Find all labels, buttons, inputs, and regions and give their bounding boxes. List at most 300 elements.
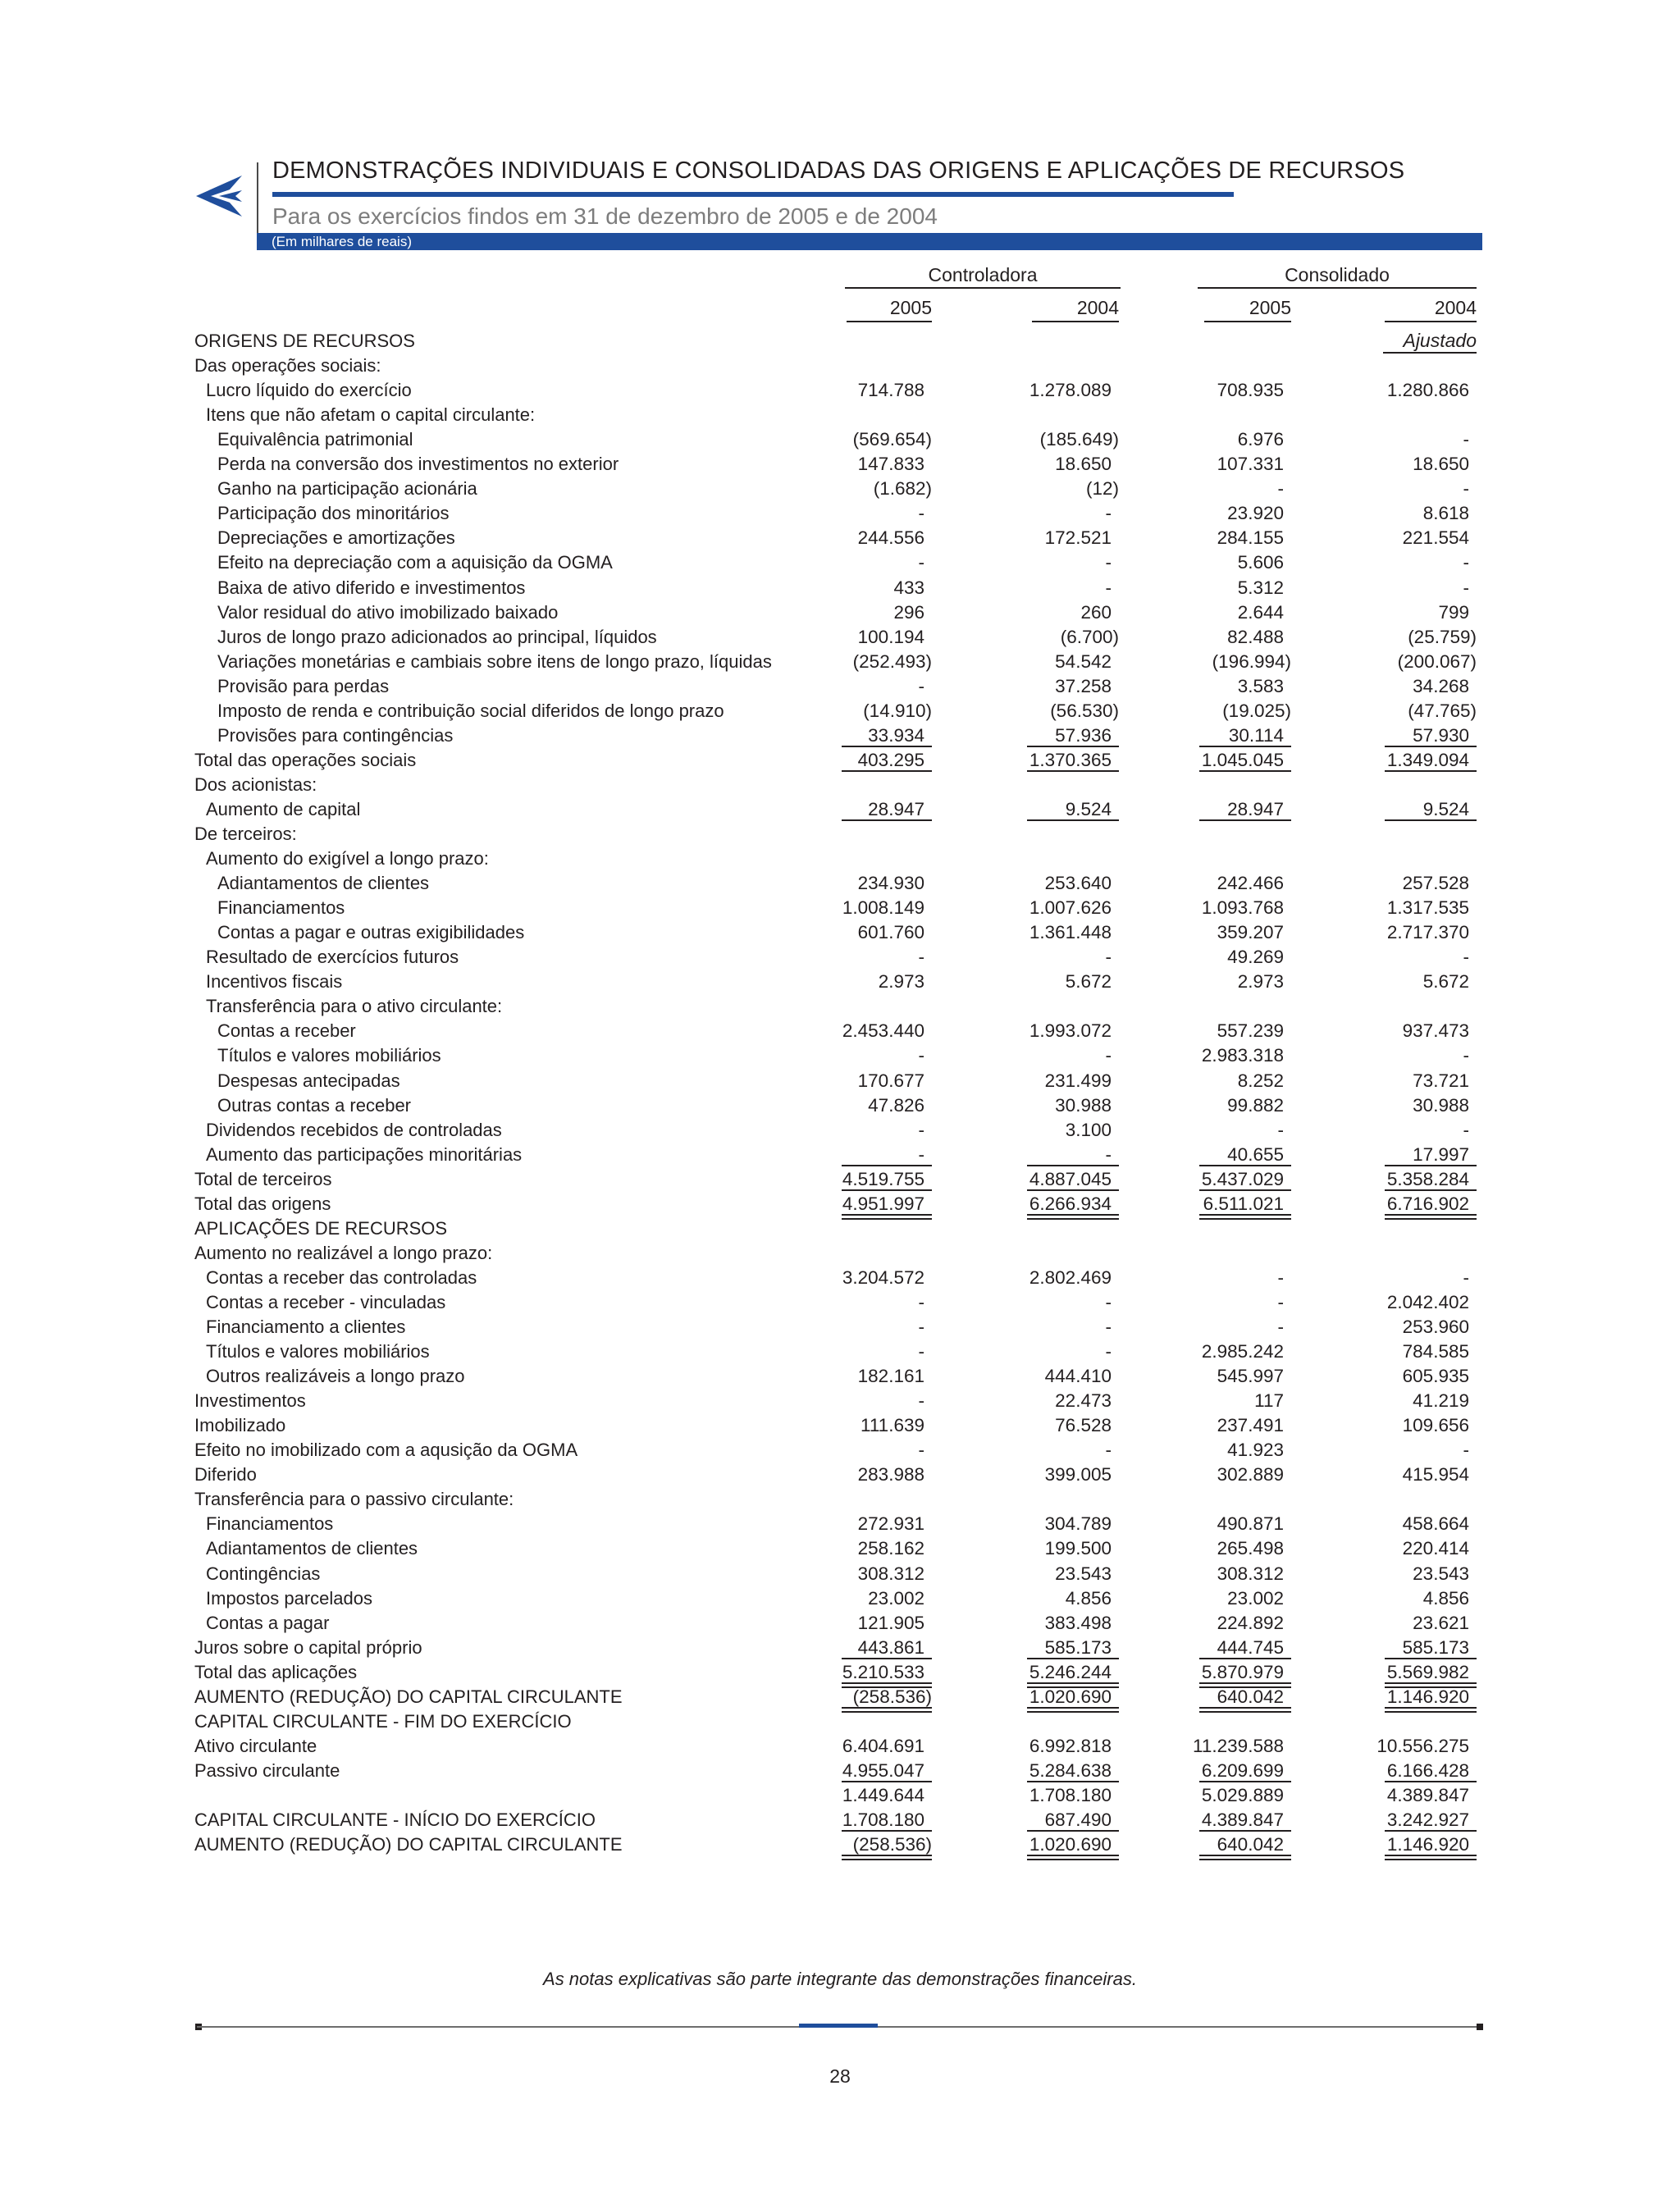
row-label: Total de terceiros xyxy=(194,1168,332,1189)
row-value: (200.067) xyxy=(1397,650,1477,672)
row-value: 107.331 xyxy=(1217,454,1284,475)
row-value: 4.955.047 xyxy=(842,1759,924,1781)
table-row xyxy=(0,945,1559,970)
row-label: APLICAÇÕES DE RECURSOS xyxy=(194,1217,448,1239)
row-value: 4.389.847 xyxy=(1386,1784,1469,1805)
table-row xyxy=(0,625,1559,650)
page-number: 28 xyxy=(829,2065,851,2087)
row-value: 23.621 xyxy=(1413,1612,1469,1633)
row-value: 5.284.638 xyxy=(1029,1759,1112,1781)
row-value: 18.650 xyxy=(1413,454,1469,475)
row-value: 109.656 xyxy=(1402,1415,1469,1436)
column-year: 2004 xyxy=(1076,297,1119,318)
table-row xyxy=(0,1832,1559,1857)
table-row xyxy=(0,1118,1559,1143)
table-row xyxy=(0,526,1559,550)
table-row xyxy=(0,477,1559,501)
row-label: Das operações sociais: xyxy=(194,355,381,377)
row-label: Contas a pagar e outras exigibilidades xyxy=(217,922,525,943)
row-value: - xyxy=(918,947,924,968)
unit-label: (Em milhares de reais) xyxy=(272,234,412,249)
column-year-rule xyxy=(1032,321,1119,322)
row-value: - xyxy=(1105,947,1112,968)
row-value: 3.583 xyxy=(1237,675,1284,696)
row-value: (258.536) xyxy=(852,1834,932,1855)
row-value: 11.239.588 xyxy=(1193,1735,1284,1756)
row-value: 1.146.920 xyxy=(1386,1834,1469,1855)
table-row xyxy=(0,600,1559,625)
row-value: 5.312 xyxy=(1237,577,1284,598)
row-value: 799 xyxy=(1438,601,1469,623)
company-logo xyxy=(194,171,245,226)
row-label: Lucro líquido do exercício xyxy=(206,380,412,401)
row-value: 490.871 xyxy=(1217,1513,1284,1535)
table-row xyxy=(0,1043,1559,1068)
row-value: 415.954 xyxy=(1402,1464,1469,1485)
row-value: (1.682) xyxy=(873,478,932,500)
value-underline xyxy=(1385,746,1477,747)
row-label: Valor residual do ativo imobilizado baixado xyxy=(217,601,559,623)
row-value: 1.708.180 xyxy=(842,1809,924,1830)
table-row xyxy=(0,1562,1559,1586)
row-label: Ativo circulante xyxy=(194,1735,317,1756)
row-value: - xyxy=(1277,1266,1284,1288)
row-value: (185.649) xyxy=(1039,429,1119,450)
column-group-controladora: Controladora xyxy=(928,264,1038,285)
table-row xyxy=(0,1069,1559,1093)
row-value: 687.490 xyxy=(1044,1809,1112,1830)
row-value: 1.280.866 xyxy=(1386,380,1469,401)
row-value: 170.677 xyxy=(857,1070,924,1091)
table-row xyxy=(0,1389,1559,1413)
row-label: Títulos e valores mobiliários xyxy=(217,1045,441,1066)
row-label: Dividendos recebidos de controladas xyxy=(206,1119,502,1140)
row-value: 30.988 xyxy=(1055,1094,1112,1116)
value-underline xyxy=(842,1189,932,1191)
table-row xyxy=(0,1685,1559,1709)
row-value: - xyxy=(1105,1440,1112,1461)
row-value: 17.997 xyxy=(1413,1143,1469,1165)
row-value: 6.166.428 xyxy=(1386,1759,1469,1781)
row-value: 257.528 xyxy=(1402,873,1469,894)
value-underline xyxy=(1385,1165,1477,1166)
value-underline xyxy=(1199,1165,1291,1166)
row-value: 224.892 xyxy=(1217,1612,1284,1633)
row-value: 2.644 xyxy=(1237,601,1284,623)
row-value: 1.449.644 xyxy=(842,1784,924,1805)
adjusted-note: Ajustado xyxy=(1403,330,1477,351)
row-value: (196.994) xyxy=(1212,650,1291,672)
row-value: 147.833 xyxy=(857,454,924,475)
row-label: Efeito na depreciação com a aquisição da OGMA xyxy=(217,552,613,573)
row-value: 1.370.365 xyxy=(1029,749,1112,770)
table-row xyxy=(0,723,1559,748)
row-label: Juros de longo prazo adicionados ao principal, líquidos xyxy=(217,626,657,647)
value-underline xyxy=(1385,819,1477,821)
row-value: 5.358.284 xyxy=(1386,1168,1469,1189)
row-value: - xyxy=(918,1341,924,1362)
row-value: 284.155 xyxy=(1217,527,1284,549)
value-underline xyxy=(1199,1707,1291,1709)
row-value: 231.499 xyxy=(1044,1070,1112,1091)
value-underline xyxy=(1199,1781,1291,1782)
row-value: - xyxy=(1105,577,1112,598)
value-underline xyxy=(1199,770,1291,772)
row-value: 714.788 xyxy=(857,380,924,401)
row-value: 5.569.982 xyxy=(1386,1661,1469,1682)
row-value: 2.042.402 xyxy=(1386,1291,1469,1312)
row-label: AUMENTO (REDUÇÃO) DO CAPITAL CIRCULANTE xyxy=(194,1686,623,1707)
row-label: Aumento de capital xyxy=(206,798,361,819)
column-group-rule xyxy=(1198,287,1477,289)
row-label: Imobilizado xyxy=(194,1415,286,1436)
row-label: Imposto de renda e contribuição social diferidos de longo prazo xyxy=(217,700,724,721)
table-row xyxy=(0,1463,1559,1487)
row-value: (6.700) xyxy=(1060,626,1119,647)
table-row xyxy=(0,1512,1559,1536)
value-underline xyxy=(1385,770,1477,772)
row-value: 6.266.934 xyxy=(1029,1193,1112,1214)
row-value: 403.295 xyxy=(857,749,924,770)
row-value: 100.194 xyxy=(857,626,924,647)
row-label: Aumento no realizável a longo prazo: xyxy=(194,1242,493,1263)
row-value: 605.935 xyxy=(1402,1366,1469,1387)
row-value: 6.404.691 xyxy=(842,1735,924,1756)
row-value: 49.269 xyxy=(1227,947,1284,968)
row-value: 302.889 xyxy=(1217,1464,1284,1485)
row-value: 220.414 xyxy=(1402,1538,1469,1559)
row-label: Passivo circulante xyxy=(194,1759,340,1781)
footer-marker xyxy=(1477,2024,1483,2030)
footnote: As notas explicativas são parte integrante das demonstrações financeiras. xyxy=(543,1969,1137,1989)
row-value: - xyxy=(918,552,924,573)
row-label: Depreciações e amortizações xyxy=(217,527,455,549)
row-label: Provisão para perdas xyxy=(217,675,390,696)
row-value: - xyxy=(918,1119,924,1140)
row-value: 458.664 xyxy=(1402,1513,1469,1535)
column-year-rule xyxy=(1204,321,1291,322)
row-value: 1.708.180 xyxy=(1029,1784,1112,1805)
table-row xyxy=(0,847,1559,871)
row-value: 443.861 xyxy=(857,1636,924,1658)
column-group-rule xyxy=(845,287,1121,289)
row-value: - xyxy=(1105,1291,1112,1312)
row-label: Variações monetárias e cambiais sobre itens de longo prazo, líquidas xyxy=(217,650,772,672)
row-value: 784.585 xyxy=(1402,1341,1469,1362)
value-underline xyxy=(1385,1682,1477,1684)
column-year: 2004 xyxy=(1434,297,1477,318)
row-value: 601.760 xyxy=(857,922,924,943)
row-value: 23.920 xyxy=(1227,503,1284,524)
value-underline xyxy=(842,1781,932,1782)
row-value: 57.936 xyxy=(1055,724,1112,746)
table-row xyxy=(0,1759,1559,1783)
row-label: Outros realizáveis a longo prazo xyxy=(206,1366,465,1387)
row-label: Adiantamentos de clientes xyxy=(206,1538,418,1559)
row-value: 4.856 xyxy=(1422,1587,1469,1609)
row-value: 4.519.755 xyxy=(842,1168,924,1189)
row-value: 557.239 xyxy=(1217,1020,1284,1042)
table-row xyxy=(0,501,1559,526)
table-row xyxy=(0,550,1559,575)
row-value: 4.856 xyxy=(1065,1587,1112,1609)
value-underline xyxy=(842,770,932,772)
row-value: 54.542 xyxy=(1055,650,1112,672)
row-value: 6.716.902 xyxy=(1386,1193,1469,1214)
row-value: - xyxy=(1105,1143,1112,1165)
row-value: 2.985.242 xyxy=(1201,1341,1284,1362)
row-value: - xyxy=(1463,577,1469,598)
table-row xyxy=(0,1339,1559,1364)
row-label: Despesas antecipadas xyxy=(217,1070,400,1091)
row-value: 244.556 xyxy=(857,527,924,549)
row-value: - xyxy=(1105,1317,1112,1337)
row-label: Ganho na participação acionária xyxy=(217,478,477,500)
row-value: 1.278.089 xyxy=(1029,380,1112,401)
row-value: 121.905 xyxy=(857,1612,924,1633)
row-label: Perda na conversão dos investimentos no exterior xyxy=(217,454,619,475)
row-label: Incentivos fiscais xyxy=(206,971,343,993)
value-underline xyxy=(1385,1658,1477,1659)
row-value: 5.606 xyxy=(1237,552,1284,573)
row-value: 111.639 xyxy=(861,1415,924,1436)
table-row xyxy=(0,1241,1559,1266)
row-value: 2.717.370 xyxy=(1386,922,1469,943)
row-label: Resultado de exercícios futuros xyxy=(206,947,459,968)
table-row xyxy=(0,452,1559,477)
table-row xyxy=(0,773,1559,797)
row-value: - xyxy=(1105,552,1112,573)
table-row xyxy=(0,1192,1559,1216)
column-year-rule xyxy=(1385,321,1477,322)
row-label: Itens que não afetam o capital circulante: xyxy=(206,404,536,426)
row-value: - xyxy=(1463,1266,1469,1288)
row-value: 5.672 xyxy=(1065,971,1112,993)
row-value: - xyxy=(1463,429,1469,450)
row-label: Total das origens xyxy=(194,1193,331,1214)
row-label: Equivalência patrimonial xyxy=(217,429,413,450)
row-value: - xyxy=(918,503,924,524)
table-row xyxy=(0,1290,1559,1315)
value-underline xyxy=(842,1830,932,1832)
table-row xyxy=(0,329,1559,354)
column-year-rule xyxy=(847,321,932,322)
row-label: Financiamentos xyxy=(206,1513,334,1535)
row-value: - xyxy=(1463,947,1469,968)
row-value: (252.493) xyxy=(852,650,932,672)
row-value: (14.910) xyxy=(863,700,932,721)
row-value: 265.498 xyxy=(1217,1538,1284,1559)
value-underline xyxy=(1199,1859,1291,1860)
value-underline xyxy=(842,1859,932,1860)
row-value: 1.020.690 xyxy=(1029,1686,1112,1707)
row-label: Impostos parcelados xyxy=(206,1587,372,1609)
value-underline xyxy=(1385,1214,1477,1216)
row-value: (56.530) xyxy=(1050,700,1119,721)
row-label: Financiamentos xyxy=(217,897,345,919)
row-label: Total das aplicações xyxy=(194,1661,358,1682)
row-value: 308.312 xyxy=(857,1563,924,1584)
row-value: (25.759) xyxy=(1408,626,1477,647)
row-value: 383.498 xyxy=(1044,1612,1112,1633)
row-label: Total das operações sociais xyxy=(194,749,417,770)
unit-bar xyxy=(257,233,1482,250)
row-value: 1.007.626 xyxy=(1029,897,1112,919)
table-row xyxy=(0,1660,1559,1685)
row-value: - xyxy=(918,1045,924,1066)
value-underline xyxy=(842,1707,932,1709)
row-value: 73.721 xyxy=(1413,1070,1469,1091)
page-title: DEMONSTRAÇÕES INDIVIDUAIS E CONSOLIDADAS DAS ORIGENS E APLICAÇÕES DE RECURSOS xyxy=(272,157,1405,184)
row-value: 3.100 xyxy=(1065,1119,1112,1140)
row-value: 308.312 xyxy=(1217,1563,1284,1584)
row-value: 260 xyxy=(1080,601,1112,623)
row-value: 8.618 xyxy=(1422,503,1469,524)
row-value: 585.173 xyxy=(1044,1636,1112,1658)
row-value: 258.162 xyxy=(857,1538,924,1559)
row-label: De terceiros: xyxy=(194,824,297,844)
row-value: 4.389.847 xyxy=(1201,1809,1284,1830)
table-row xyxy=(0,822,1559,847)
row-value: 5.210.533 xyxy=(842,1661,924,1682)
table-row xyxy=(0,1636,1559,1660)
row-value: 242.466 xyxy=(1217,873,1284,894)
row-label: Outras contas a receber xyxy=(217,1094,412,1116)
row-value: - xyxy=(1463,1119,1469,1140)
row-value: 937.473 xyxy=(1402,1020,1469,1042)
row-value: 283.988 xyxy=(857,1464,924,1485)
row-value: 272.931 xyxy=(857,1513,924,1535)
table-row xyxy=(0,1487,1559,1512)
row-label: Participação dos minoritários xyxy=(217,503,450,524)
row-label: Títulos e valores mobiliários xyxy=(206,1341,430,1362)
row-value: 3.204.572 xyxy=(842,1266,924,1288)
table-row xyxy=(0,1315,1559,1339)
row-value: 5.029.889 xyxy=(1201,1784,1284,1805)
row-value: (12) xyxy=(1085,478,1119,500)
row-value: 2.973 xyxy=(878,971,924,993)
row-value: - xyxy=(1277,478,1284,500)
value-underline xyxy=(842,1682,932,1684)
table-row xyxy=(0,650,1559,674)
table-row xyxy=(0,1093,1559,1118)
row-value: 585.173 xyxy=(1402,1636,1469,1658)
row-label: Contas a receber - vinculadas xyxy=(206,1291,446,1312)
table-row xyxy=(0,1734,1559,1759)
row-value: 40.655 xyxy=(1227,1143,1284,1165)
row-value: 28.947 xyxy=(1227,798,1284,819)
row-value: 10.556.275 xyxy=(1376,1735,1469,1756)
row-value: 8.252 xyxy=(1237,1070,1284,1091)
row-value: 6.209.699 xyxy=(1201,1759,1284,1781)
row-value: 18.650 xyxy=(1055,454,1112,475)
row-value: 30.114 xyxy=(1228,724,1284,746)
row-value: 1.349.094 xyxy=(1386,749,1469,770)
row-value: 4.887.045 xyxy=(1029,1168,1112,1189)
row-value: 1.993.072 xyxy=(1029,1020,1112,1042)
table-row xyxy=(0,1143,1559,1167)
column-group-consolidado: Consolidado xyxy=(1285,264,1390,285)
row-value: 708.935 xyxy=(1217,380,1284,401)
row-value: 4.951.997 xyxy=(842,1193,924,1214)
row-value: 545.997 xyxy=(1217,1366,1284,1387)
value-underline xyxy=(1385,1830,1477,1832)
row-label: Contas a receber das controladas xyxy=(206,1266,477,1288)
row-value: 172.521 xyxy=(1044,527,1112,549)
table-row xyxy=(0,1413,1559,1438)
value-underline xyxy=(1199,1658,1291,1659)
row-value: 117 xyxy=(1254,1390,1284,1412)
row-value: 23.002 xyxy=(868,1587,924,1609)
value-underline xyxy=(1385,1781,1477,1782)
row-label: Efeito no imobilizado com a aqusição da OGMA xyxy=(194,1440,578,1461)
row-value: 9.524 xyxy=(1422,798,1469,819)
row-value: 6.511.021 xyxy=(1203,1193,1284,1214)
row-label: Financiamento a clientes xyxy=(206,1317,406,1337)
table-row xyxy=(0,1586,1559,1611)
table-row xyxy=(0,354,1559,378)
row-value: 1.008.149 xyxy=(842,897,924,919)
row-value: - xyxy=(918,1143,924,1165)
table-row xyxy=(0,1167,1559,1192)
row-value: 23.543 xyxy=(1055,1563,1112,1584)
table-row xyxy=(0,674,1559,699)
value-underline xyxy=(1199,1830,1291,1832)
row-value: 3.242.927 xyxy=(1386,1809,1469,1830)
value-underline xyxy=(842,1165,932,1166)
row-value: - xyxy=(918,1291,924,1312)
value-underline xyxy=(842,1855,932,1856)
value-underline xyxy=(1199,746,1291,747)
table-row xyxy=(0,1216,1559,1241)
value-underline xyxy=(1199,819,1291,821)
row-value: (569.654) xyxy=(852,429,932,450)
row-value: 23.543 xyxy=(1413,1563,1469,1584)
row-value: 640.042 xyxy=(1217,1686,1284,1707)
table-row xyxy=(0,1611,1559,1636)
row-label: Contingências xyxy=(206,1563,321,1584)
row-value: - xyxy=(918,1317,924,1337)
row-value: 253.960 xyxy=(1402,1317,1469,1337)
value-underline xyxy=(1199,1682,1291,1684)
row-value: 30.988 xyxy=(1413,1094,1469,1116)
value-underline xyxy=(1199,1189,1291,1191)
table-row xyxy=(0,748,1559,773)
row-label: AUMENTO (REDUÇÃO) DO CAPITAL CIRCULANTE xyxy=(194,1834,623,1855)
row-value: - xyxy=(1463,552,1469,573)
row-value: 5.437.029 xyxy=(1201,1168,1284,1189)
value-underline xyxy=(842,1658,932,1659)
row-label: CAPITAL CIRCULANTE - FIM DO EXERCÍCIO xyxy=(194,1710,572,1732)
row-label: Contas a pagar xyxy=(206,1612,330,1633)
table-row xyxy=(0,896,1559,920)
row-value: - xyxy=(1277,1291,1284,1312)
row-value: 22.473 xyxy=(1055,1390,1112,1412)
row-value: 6.992.818 xyxy=(1029,1735,1112,1756)
row-value: 76.528 xyxy=(1055,1415,1112,1436)
row-value: 253.640 xyxy=(1044,873,1112,894)
row-value: 41.219 xyxy=(1413,1390,1469,1412)
footer-accent xyxy=(799,2024,878,2028)
title-underline xyxy=(272,192,1234,197)
row-label: Diferido xyxy=(194,1464,257,1485)
table-row xyxy=(0,1364,1559,1389)
row-value: 444.745 xyxy=(1217,1636,1284,1658)
table-row xyxy=(0,1709,1559,1734)
row-value: 5.672 xyxy=(1422,971,1469,993)
row-value: 1.093.768 xyxy=(1201,897,1284,919)
row-value: 57.930 xyxy=(1413,724,1469,746)
